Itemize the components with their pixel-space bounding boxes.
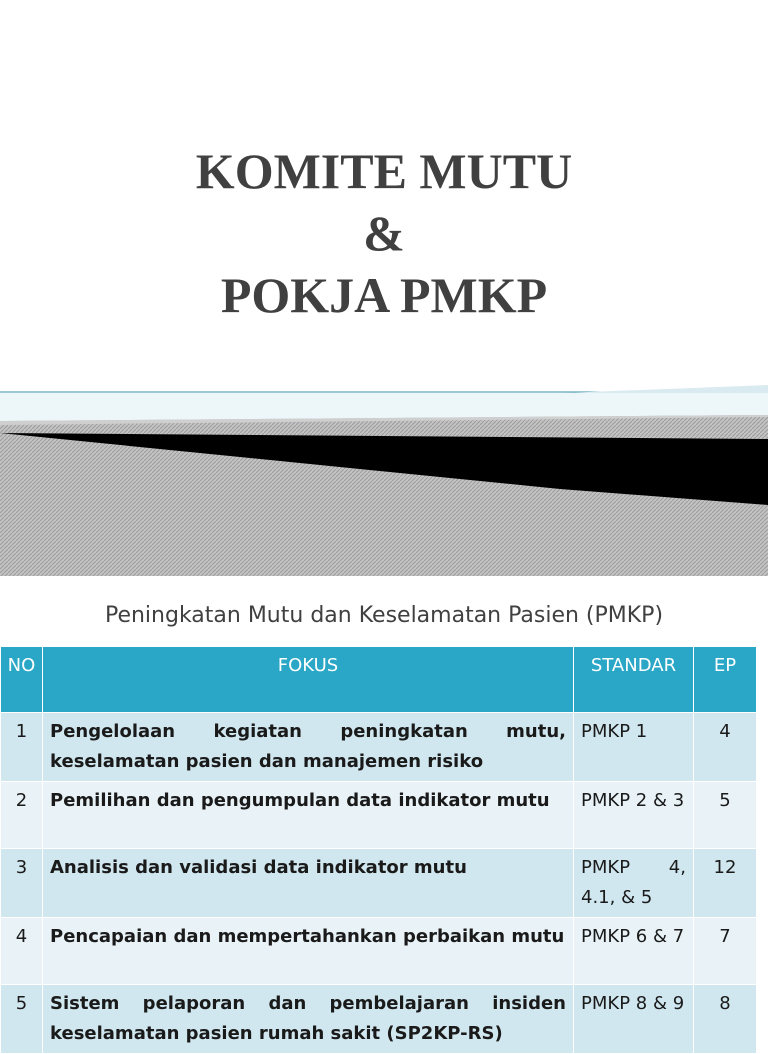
cell-fokus: Pemilihan dan pengumpulan data indikator mutu — [43, 782, 574, 849]
decorative-band — [0, 385, 768, 576]
cell-fokus: Pencapaian dan mempertahankan perbaikan mutu — [43, 918, 574, 985]
cell-fokus: Sistem pelaporan dan pembelajaran insiden keselamatan pasien rumah sakit (SP2KP-RS) — [43, 985, 574, 1054]
table-row — [1, 918, 757, 985]
header-ep: EP — [694, 647, 757, 713]
title-line-1: KOMITE MUTU — [195, 143, 573, 199]
cell-no: 5 — [1, 985, 43, 1054]
cell-ep: 5 — [694, 782, 757, 849]
cell-standar: PMKP 4, 4.1, & 5 — [574, 849, 694, 918]
table-header-row — [1, 647, 757, 713]
cell-ep: 12 — [694, 849, 757, 918]
header-fokus: FOKUS — [43, 647, 574, 713]
title-line-2: & — [363, 205, 405, 261]
pmkp-table — [0, 646, 757, 1054]
cell-standar: PMKP 1 — [574, 713, 694, 782]
title-line-3: POKJA PMKP — [220, 267, 548, 323]
cell-no: 4 — [1, 918, 43, 985]
slide-subtitle: Peningkatan Mutu dan Keselamatan Pasien (PMKP) — [104, 603, 664, 628]
cell-standar: PMKP 2 & 3 — [574, 782, 694, 849]
table-row — [1, 782, 757, 849]
header-no: NO — [1, 647, 43, 713]
cell-no: 2 — [1, 782, 43, 849]
slide-title — [0, 140, 768, 326]
table-row — [1, 985, 757, 1054]
cell-ep: 4 — [694, 713, 757, 782]
table-row — [1, 713, 757, 782]
cell-no: 1 — [1, 713, 43, 782]
cell-ep: 8 — [694, 985, 757, 1054]
pmkp-slide — [0, 576, 768, 1044]
header-standar: STANDAR — [574, 647, 694, 713]
cell-standar: PMKP 8 & 9 — [574, 985, 694, 1054]
cell-standar: PMKP 6 & 7 — [574, 918, 694, 985]
cell-no: 3 — [1, 849, 43, 918]
cell-ep: 7 — [694, 918, 757, 985]
table-row — [1, 849, 757, 918]
cell-fokus: Analisis dan validasi data indikator mutu — [43, 849, 574, 918]
cell-fokus: Pengelolaan kegiatan peningkatan mutu, keselamatan pasien dan manajemen risiko — [43, 713, 574, 782]
